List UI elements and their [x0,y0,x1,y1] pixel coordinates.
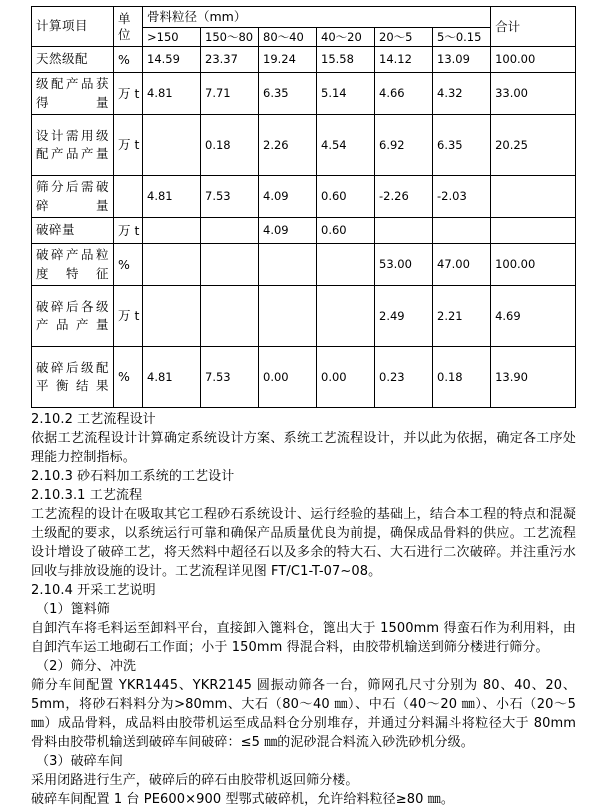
table-row [32,347,576,408]
row-value: -2.26 [375,176,433,218]
row-value: 0.23 [375,347,433,408]
heading-item-2: （2）筛分、冲洗 [36,659,137,674]
row-value [201,244,259,286]
row-value: 4.54 [317,115,375,176]
row-label: 破碎量 [32,218,114,244]
table-header [32,7,576,47]
row-value: 53.00 [375,244,433,286]
aggregate-grading-table [31,6,576,408]
row-value [201,286,259,347]
row-unit: 万 t [114,218,143,244]
row-total: 13.90 [491,347,576,408]
row-label: 设计需用级配产品产量 [32,115,114,176]
row-label: 破碎后各级产品产量 [32,286,114,347]
row-value: 15.58 [317,47,375,73]
row-value: -2.03 [433,176,491,218]
row-value [259,244,317,286]
row-value: 4.81 [143,73,201,115]
row-value: 0.60 [317,176,375,218]
row-value: 47.00 [433,244,491,286]
row-value: 0.18 [433,347,491,408]
row-value [433,218,491,244]
row-value: 7.71 [201,73,259,115]
row-total [491,218,576,244]
row-value: 4.09 [259,176,317,218]
row-value [317,244,375,286]
header-unit: 单位 [114,7,143,47]
row-value: 4.81 [143,347,201,408]
header-total: 合计 [491,7,576,47]
header-size-4: 20〜5 [375,27,433,46]
row-unit: 万 t [114,286,143,347]
header-size-3: 40〜20 [317,27,375,46]
row-value: 14.59 [143,47,201,73]
table-row [32,176,576,218]
paragraph-item-2: 筛分车间配置 YKR1445、YKR2145 圆振动筛各一台，筛网孔尺寸分别为 80、40、20、5mm，将砂石料料分为>80mm、大石（80〜40 ㎜）、中石（40〜20 ㎜）、小石（20〜5 ㎜）成品骨料，成品料由胶带机运至成品料仓分别堆存，并通过分料漏斗将粒径大于 80mm 骨料由胶带机输送到破碎车间破碎：≤5 ㎜的泥砂混合料流入砂洗砂机分级。 [31,678,576,750]
paragraph-item-3-line-1: 采用闭路进行生产，破碎后的碎石由胶带机返回筛分楼。 [31,773,359,788]
row-unit [114,176,143,218]
heading-item-1: （1）篦料筛 [36,602,110,617]
paragraph-item-1: 自卸汽车将毛料运至卸料平台，直接卸入篦料仓，篦出大于 1500mm 得蛮石作为利用料，由自卸汽车运工地砌石工作面；小于 150mm 得混合料，由胶带机输送到筛分楼进行筛分。 [31,621,576,655]
row-value [143,244,201,286]
header-size-1: 150〜80 [201,27,259,46]
row-value: 4.66 [375,73,433,115]
heading-2-10-3: 2.10.3 砂石料加工系统的工艺设计 [31,469,235,484]
row-unit: % [114,244,143,286]
row-unit: 万 t [114,73,143,115]
heading-2-10-4: 2.10.4 开采工艺说明 [31,583,156,598]
row-value: 13.09 [433,47,491,73]
row-value: 14.12 [375,47,433,73]
header-calc-item: 计算项目 [32,7,114,47]
row-value [143,115,201,176]
row-value [143,218,201,244]
row-value: 6.92 [375,115,433,176]
heading-item-3: （3）破碎车间 [36,754,123,769]
table-header-row-group [32,7,576,28]
table-row [32,286,576,347]
row-value: 2.21 [433,286,491,347]
row-total: 100.00 [491,244,576,286]
row-total: 4.69 [491,286,576,347]
row-value: 4.32 [433,73,491,115]
heading-2-10-2: 2.10.2 工艺流程设计 [31,412,156,427]
row-value: 2.26 [259,115,317,176]
table-row [32,73,576,115]
row-label: 天然级配 [32,47,114,73]
heading-2-10-3-1: 2.10.3.1 工艺流程 [31,488,143,503]
row-value: 6.35 [433,115,491,176]
paragraph-item-3-line-2: 破碎车间配置 1 台 PE600×900 型鄂式破碎机，允许给料粒径≥80 ㎜。 [31,792,454,807]
row-value: 0.00 [259,347,317,408]
row-value [317,286,375,347]
row-label: 破碎后级配平衡结果 [32,347,114,408]
row-value: 7.53 [201,347,259,408]
row-unit: 万 t [114,115,143,176]
header-size-0: >150 [143,27,201,46]
header-size-5: 5〜0.15 [433,27,491,46]
row-unit: % [114,47,143,73]
row-label: 筛分后需破碎量 [32,176,114,218]
row-value: 2.49 [375,286,433,347]
row-value [143,286,201,347]
row-label: 破碎产品粒度特征 [32,244,114,286]
row-value: 19.24 [259,47,317,73]
table-row [32,218,576,244]
paragraph-2-10-3-1: 工艺流程的设计在吸取其它工程砂石系统设计、运行经验的基础上，结合本工程的特点和混凝土级配的要求，以系统运行可靠和确保产品质量优良为前提，确保成品骨料的供应。工艺流程设计增设了破碎工艺，将天然料中超径石以及多余的特大石、大石进行二次破碎。并注重污水回收与排放设施的设计。工艺流程详见图 FT/C1-T-07~08。 [31,507,576,579]
row-total [491,176,576,218]
row-value: 0.18 [201,115,259,176]
row-value: 4.81 [143,176,201,218]
table-row [32,115,576,176]
document-body [31,410,576,809]
row-value: 23.37 [201,47,259,73]
row-total: 20.25 [491,115,576,176]
table-row [32,244,576,286]
row-value: 0.60 [317,218,375,244]
row-value: 5.14 [317,73,375,115]
row-total: 100.00 [491,47,576,73]
table-body [32,47,576,408]
row-unit: % [114,347,143,408]
row-value: 6.35 [259,73,317,115]
row-value [259,286,317,347]
header-aggregate-size-group: 骨料粒径（mm） [143,7,491,28]
row-total: 33.00 [491,73,576,115]
header-size-2: 80〜40 [259,27,317,46]
table-row [32,47,576,73]
row-value: 7.53 [201,176,259,218]
paragraph-2-10-2: 依据工艺流程设计计算确定系统设计方案、系统工艺流程设计，并以此为依据，确定各工序处理能力控制指标。 [31,431,576,465]
row-value [201,218,259,244]
row-value: 0.00 [317,347,375,408]
row-label: 级配产品获得量 [32,73,114,115]
row-value: 4.09 [259,218,317,244]
row-value [375,218,433,244]
